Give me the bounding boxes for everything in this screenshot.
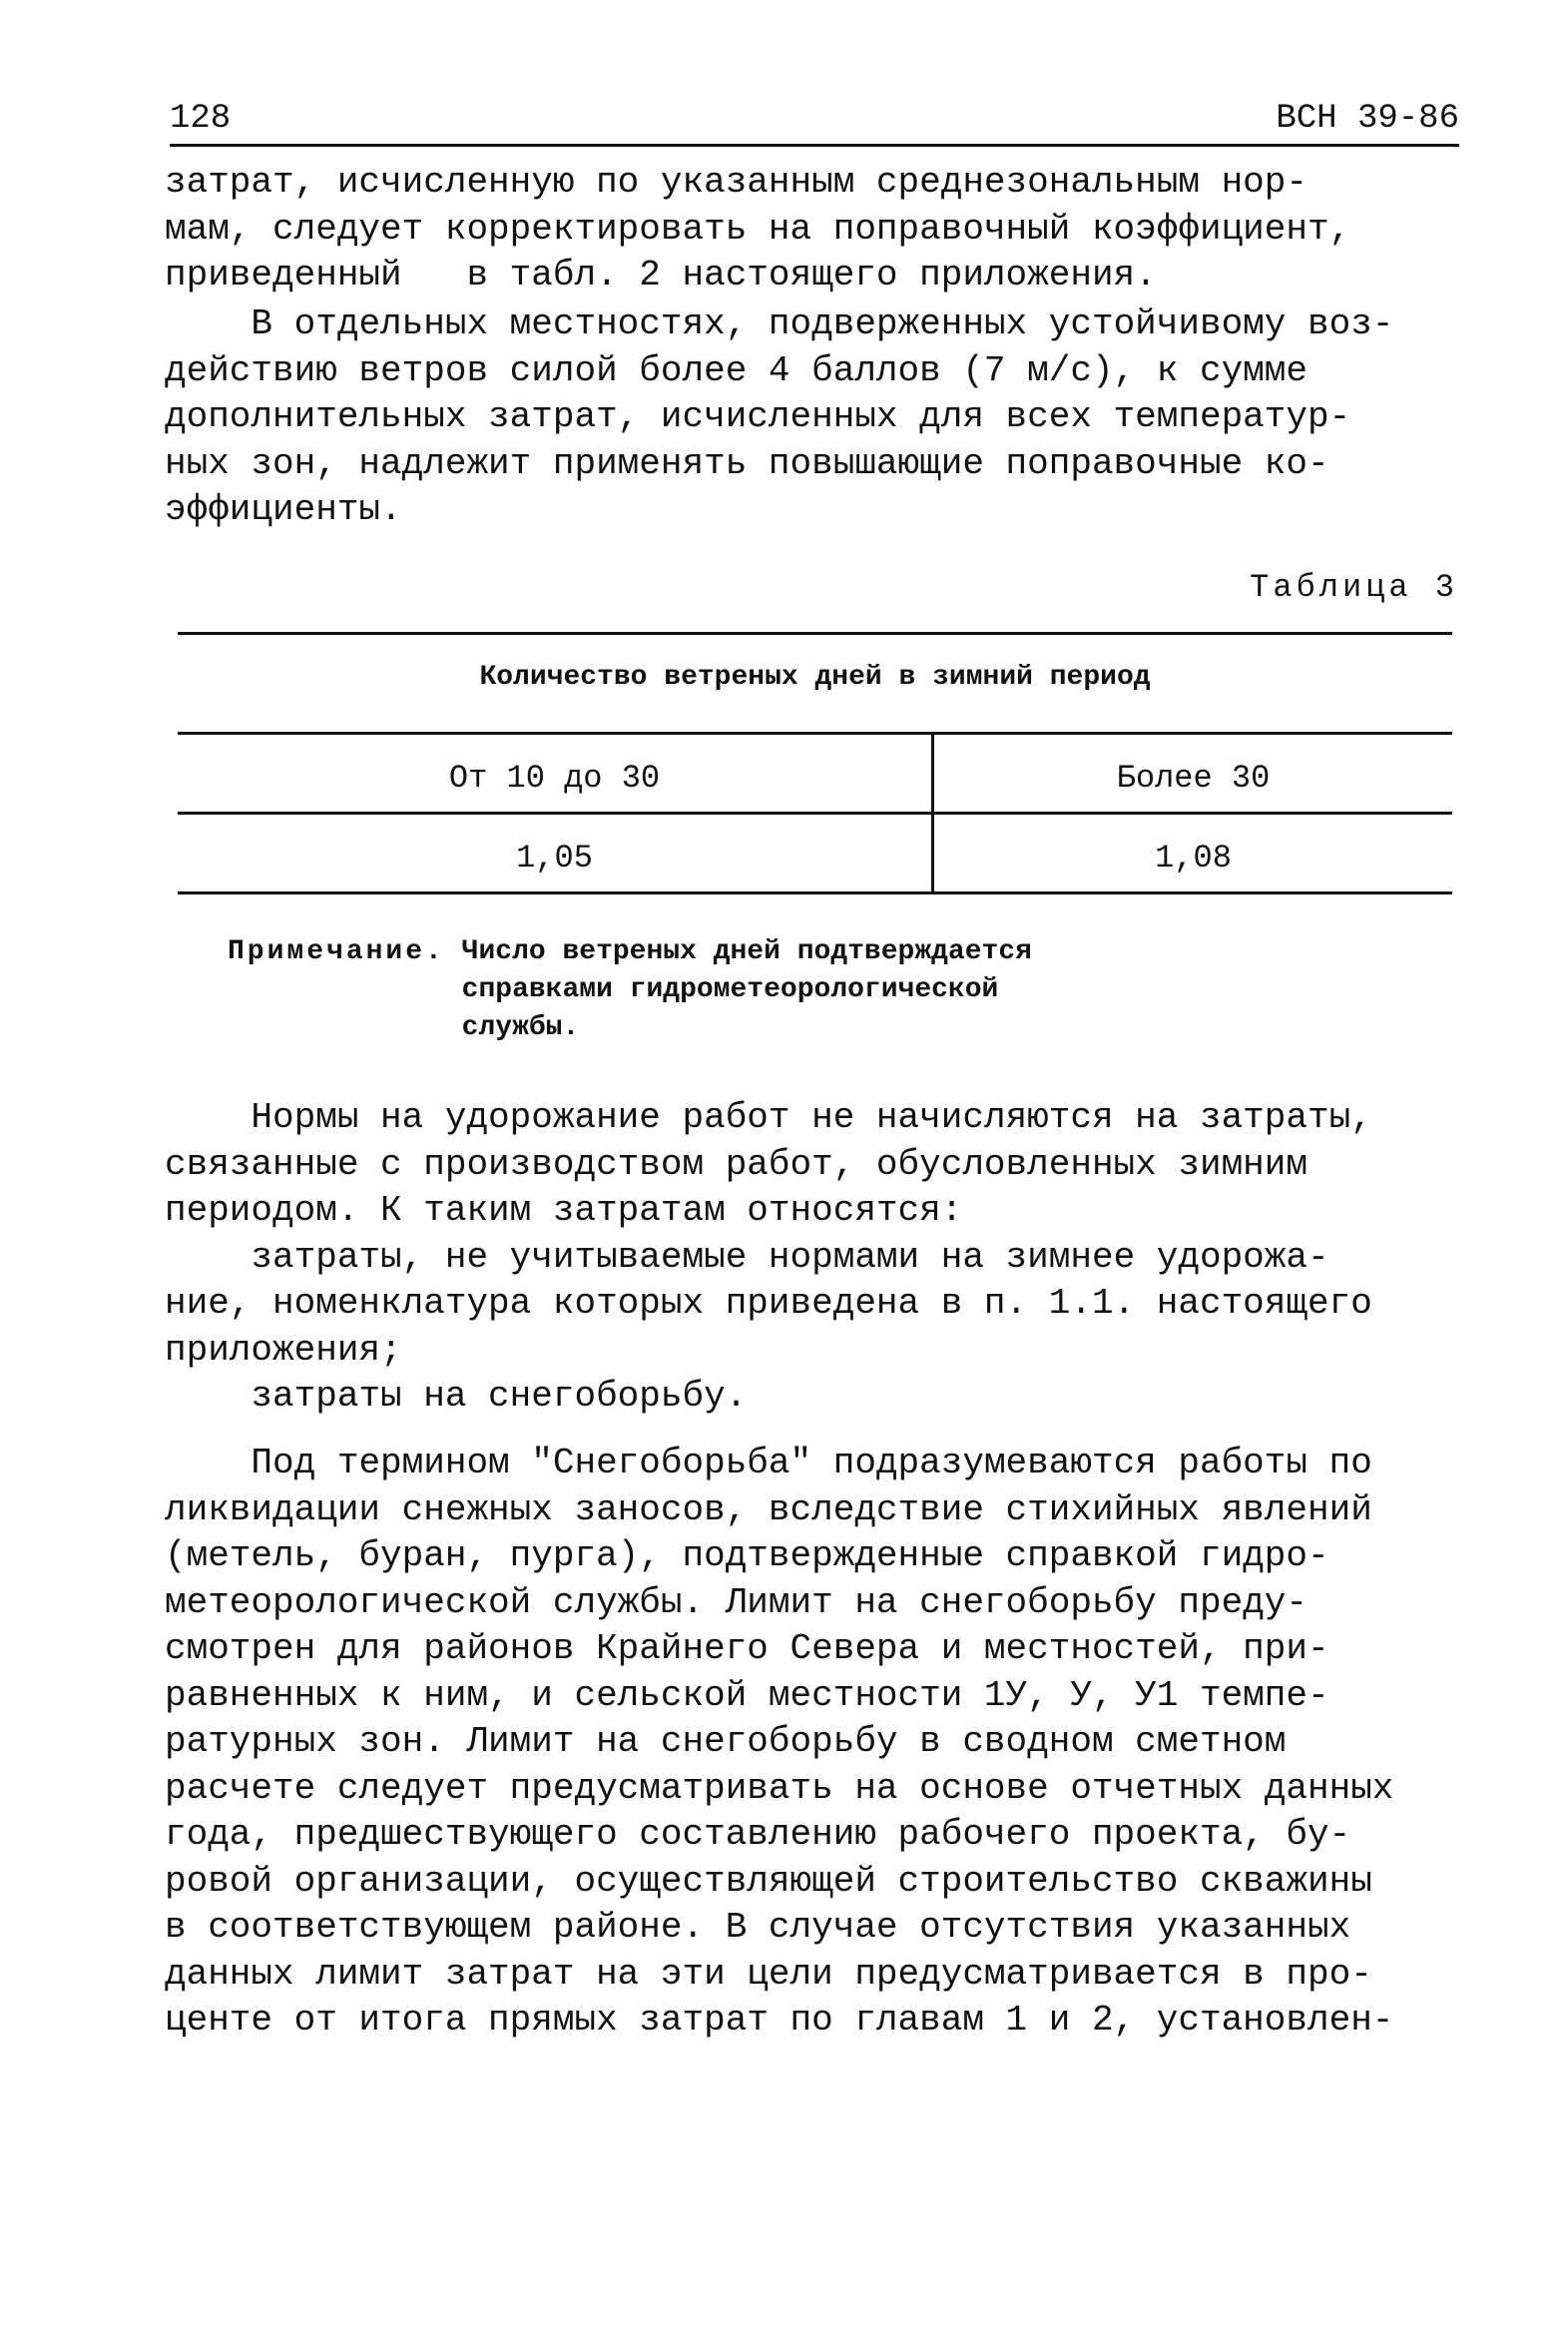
intro-paragraph — [165, 160, 1462, 299]
note-label: Примечание. — [228, 936, 445, 967]
text-line: равненных к ним, и сельской местности 1У, У, У1 темпе- — [165, 1674, 1329, 1716]
page-header — [170, 100, 1459, 147]
table-header: Количество ветреных дней в зимний период — [479, 662, 1151, 693]
text-line: ликвидации снежных заносов, вследствие стихийных явлений — [165, 1488, 1372, 1530]
text-line: периодом. К таким затратам относятся: — [165, 1190, 963, 1231]
table-caption: Таблица 3 — [1250, 569, 1458, 606]
text-line: приложения; — [165, 1329, 402, 1371]
text-line: затраты на снегоборьбу. — [165, 1376, 748, 1417]
text-line: (метель, буран, пурга), подтвержденные справкой гидро- — [165, 1535, 1329, 1576]
table-cell-value: 1,05 — [516, 840, 593, 877]
text-line: Под термином "Снегоборьба" подразумеваются работы по — [165, 1443, 1372, 1483]
text-line: ровой организации, осуществляющей строительство скважины — [165, 1860, 1372, 1902]
table-header-rule — [178, 732, 1452, 735]
snow-clearing-paragraph — [165, 1441, 1462, 2045]
text-line: метеорологической службы. Лимит на снегоборьбу преду- — [165, 1581, 1307, 1623]
table-column-header: Более 30 — [1116, 760, 1271, 797]
text-line: расчете следует предусматривать на основе отчетных данных — [165, 1767, 1394, 1809]
text-line: ние, номенклатура которых приведена в п. 1.1. настоящего — [165, 1283, 1372, 1324]
text-line: приведенный в табл. 2 настоящего приложения. — [165, 255, 1157, 295]
table-note — [228, 933, 1101, 1047]
text-line: В отдельных местностях, подверженных устойчивому воз- — [165, 303, 1394, 344]
text-line: действию ветров силой более 4 баллов (7 м/с), к сумме — [165, 349, 1307, 391]
text-line: в соответствующем районе. В случае отсутствия указанных — [165, 1907, 1351, 1948]
table-column-header: От 10 до 30 — [448, 760, 661, 797]
text-line: центе от итога прямых затрат по главам 1 и 2, установлен- — [165, 2000, 1394, 2041]
table-top-rule — [178, 632, 1452, 635]
table-row-rule — [178, 812, 1452, 815]
text-line: ратурных зон. Лимит на снегоборьбу в сводном сметном — [165, 1721, 1287, 1762]
text-line: дополнительных затрат, исчисленных для всех температур- — [165, 396, 1351, 437]
page-number: 128 — [170, 100, 232, 138]
note-line: службы. — [461, 1012, 580, 1043]
note-line: Число ветреных дней подтверждается — [461, 936, 1032, 967]
text-line: связанные с производством работ, обусловленных зимним — [165, 1143, 1307, 1185]
text-line: затраты, не учитываемые нормами на зимнее удорожа- — [165, 1236, 1329, 1278]
text-line: ных зон, надлежит применять повышающие поправочные ко- — [165, 442, 1329, 484]
document-code: ВСН 39-86 — [1276, 100, 1459, 138]
text-line: мам, следует корректировать на поправочный коэффициент, — [165, 208, 1351, 250]
text-line: данных лимит затрат на эти цели предусматривается в про- — [165, 1953, 1372, 1995]
table-bottom-rule — [178, 891, 1452, 894]
table-cell-value: 1,08 — [1155, 840, 1232, 877]
wind-paragraph — [165, 301, 1462, 534]
text-line: Нормы на удорожание работ не начисляются на затраты, — [165, 1097, 1372, 1138]
note-line: справками гидрометеорологической — [461, 974, 999, 1005]
text-line: эффициенты. — [165, 489, 402, 530]
text-line: затрат, исчисленную по указанным среднезональным нор- — [165, 162, 1307, 203]
text-line: года, предшествующего составлению рабочего проекта, бу- — [165, 1814, 1351, 1855]
norms-paragraph — [165, 1095, 1462, 1421]
text-line: смотрен для районов Крайнего Севера и местностей, при- — [165, 1628, 1329, 1669]
note-text — [462, 933, 1101, 1047]
